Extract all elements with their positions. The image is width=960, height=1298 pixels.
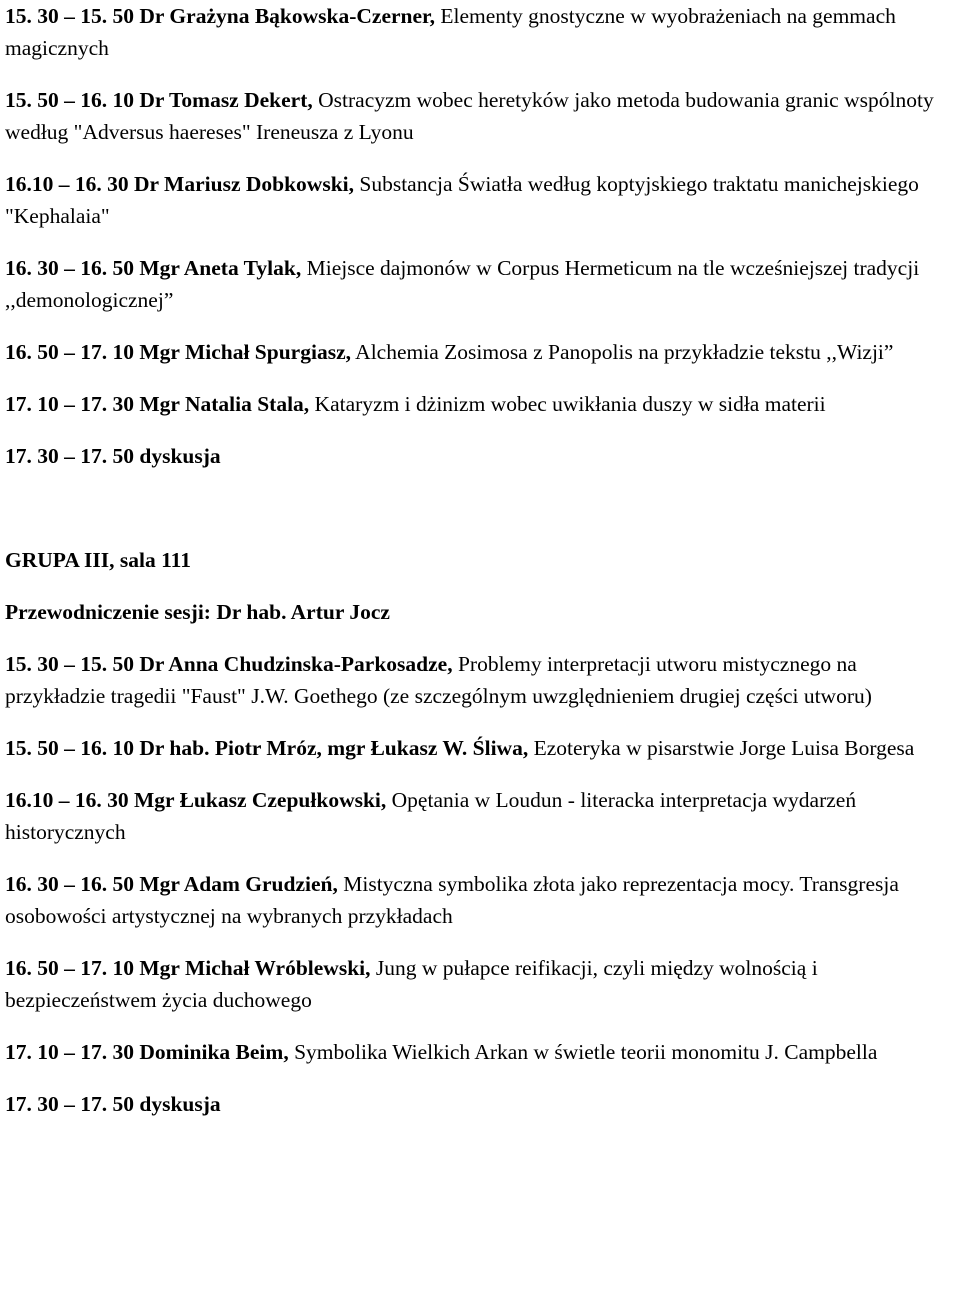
entry-time: 17. 10 – 17. 30 [5, 1040, 134, 1064]
entry-title: Jung w pułapce reifikacji, czyli między wolnością i bezpieczeństwem życia duchowego [5, 956, 818, 1012]
entry-title: Problemy interpretacji utworu mistycznego na przykładzie tragedii "Faust" J.W. Goethego (ze szczególnym uwzględnieniem drugiej części utworu) [5, 652, 872, 708]
entry-time: 15. 50 – 16. 10 [5, 88, 134, 112]
entry-title: Alchemia Zosimosa z Panopolis na przykładzie tekstu ,,Wizji” [350, 340, 894, 364]
entry-time: 16. 30 – 16. 50 [5, 256, 134, 280]
entry-speaker: Dr hab. Piotr Mróz, mgr Łukasz W. Śliwa, [139, 736, 529, 760]
spacer [5, 628, 957, 648]
entry-title: Opętania w Loudun - literacka interpretacja wydarzeń historycznych [5, 788, 857, 844]
program-entry [5, 168, 957, 232]
discussion-line: 17. 30 – 17. 50 dyskusja [5, 1092, 221, 1116]
entry-speaker: Dominika Beim, [139, 1040, 289, 1064]
entry-speaker: Mgr Michał Spurgiasz, [139, 340, 351, 364]
program-entry [5, 648, 957, 712]
spacer [5, 932, 957, 952]
program-entry [5, 0, 957, 64]
entry-time: 15. 30 – 15. 50 [5, 4, 134, 28]
entry-title: Symbolika Wielkich Arkan w świetle teorii monomitu J. Campbella [288, 1040, 878, 1064]
entry-time: 16. 50 – 17. 10 [5, 340, 134, 364]
entry-time: 16. 30 – 16. 50 [5, 872, 134, 896]
entry-title: Miejsce dajmonów w Corpus Hermeticum na tle wcześniejszej tradycji ,,demonologicznej” [5, 256, 920, 312]
entry-title: Mistyczna symbolika złota jako reprezentacja mocy. Transgresja osobowości artystycznej na wybranych przykładach [5, 872, 899, 928]
spacer [5, 1016, 957, 1036]
entry-speaker: Dr Anna Chudzinska-Parkosadze, [139, 652, 453, 676]
spacer [5, 1068, 957, 1088]
entry-title: Substancja Światła według koptyjskiego traktatu manichejskiego "Kephalaia" [5, 172, 919, 228]
entry-speaker: Mgr Adam Grudzień, [139, 872, 338, 896]
spacer [5, 148, 957, 168]
entry-time: 17. 10 – 17. 30 [5, 392, 134, 416]
program-entry [5, 336, 957, 368]
spacer [5, 420, 957, 440]
entry-title: Kataryzm i dżinizm wobec uwikłania duszy w sidła materii [309, 392, 826, 416]
program-entry [5, 388, 957, 420]
program-entry [5, 784, 957, 848]
spacer [5, 368, 957, 388]
program-entry [5, 1036, 957, 1068]
session-chair: Przewodniczenie sesji: Dr hab. Artur Jocz [5, 600, 390, 624]
entry-time: 15. 30 – 15. 50 [5, 652, 134, 676]
spacer [5, 764, 957, 784]
entry-time: 16.10 – 16. 30 [5, 172, 129, 196]
entry-speaker: Mgr Michał Wróblewski, [139, 956, 371, 980]
spacer [5, 232, 957, 252]
spacer [5, 316, 957, 336]
entry-speaker: Mgr Aneta Tylak, [139, 256, 302, 280]
group-heading: GRUPA III, sala 111 [5, 548, 191, 572]
entry-speaker: Dr Grażyna Bąkowska-Czerner, [139, 4, 435, 28]
entry-time: 16.10 – 16. 30 [5, 788, 129, 812]
program-entry [5, 84, 957, 148]
entry-time: 15. 50 – 16. 10 [5, 736, 134, 760]
entry-speaker: Mgr Łukasz Czepułkowski, [134, 788, 387, 812]
document-page [5, 0, 957, 1120]
spacer [5, 472, 957, 544]
program-entry [5, 732, 957, 764]
program-entry [5, 252, 957, 316]
spacer [5, 848, 957, 868]
entry-title: Ostracyzm wobec heretyków jako metoda budowania granic wspólnoty według "Adversus haereses" Ireneusza z Lyonu [5, 88, 934, 144]
entry-title: Elementy gnostyczne w wyobrażeniach na gemmach magicznych [5, 4, 896, 60]
program-entry [5, 952, 957, 1016]
spacer [5, 712, 957, 732]
spacer [5, 576, 957, 596]
entry-speaker: Dr Mariusz Dobkowski, [134, 172, 354, 196]
spacer [5, 64, 957, 84]
entry-speaker: Mgr Natalia Stala, [139, 392, 310, 416]
entry-speaker: Dr Tomasz Dekert, [139, 88, 313, 112]
discussion-line: 17. 30 – 17. 50 dyskusja [5, 444, 221, 468]
program-entry [5, 868, 957, 932]
entry-time: 16. 50 – 17. 10 [5, 956, 134, 980]
entry-title: Ezoteryka w pisarstwie Jorge Luisa Borgesa [528, 736, 915, 760]
